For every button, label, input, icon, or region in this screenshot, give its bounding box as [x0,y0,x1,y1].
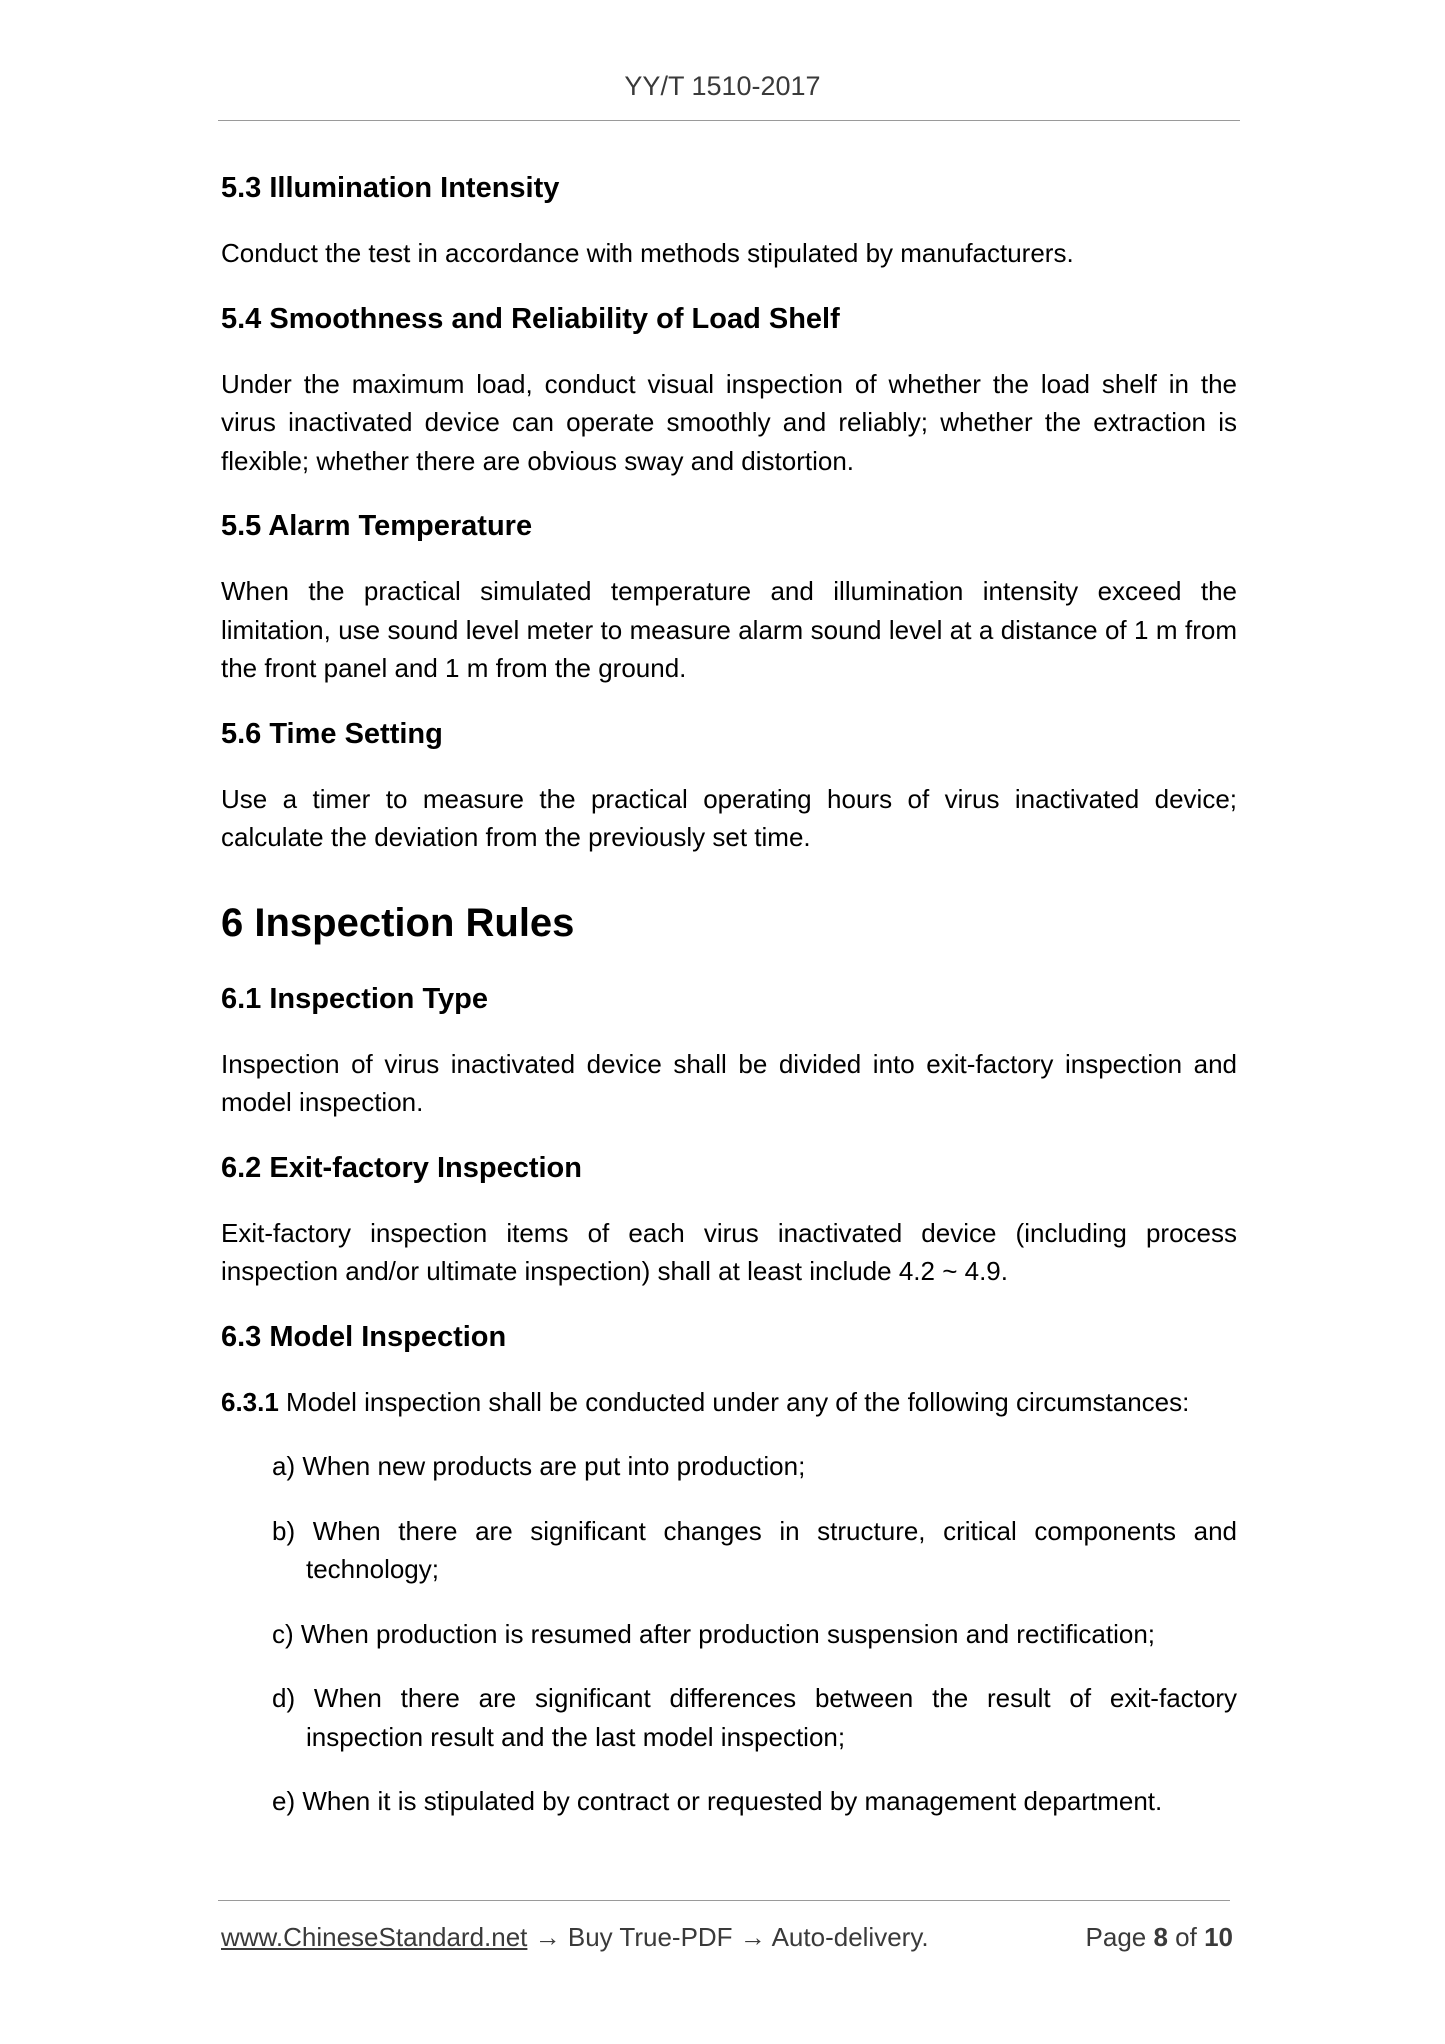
site-link[interactable]: www.ChineseStandard.net [221,1922,528,1952]
section-title-6-2: 6.2 Exit-factory Inspection [221,1151,582,1184]
page-label: Page [1085,1922,1154,1952]
page-total: 10 [1204,1922,1233,1952]
section-body-6-2: Exit-factory inspection items of each virus inactivated device (including process inspection and/or ultimate inspection) shall at least include 4.2 ~ 4.9. [221,1217,1237,1286]
section-body-6-1: Inspection of virus inactivated device shall be divided into exit-factory inspection and model inspection. [221,1048,1237,1117]
page-content [221,160,1237,1821]
list-item-e: e) When it is stipulated by contract or requested by management department. [272,1786,1163,1816]
document-code: YY/T 1510-2017 [624,71,821,101]
section-body-5-6: Use a timer to measure the practical operating hours of virus inactivated device; calculate the deviation from the previously set time. [221,783,1237,852]
section-title-5-6: 5.6 Time Setting [221,717,443,750]
list-item-c: c) When production is resumed after production suspension and rectification; [272,1618,1156,1649]
list-item-a: a) When new products are put into production; [272,1451,806,1481]
page-current: 8 [1153,1922,1168,1952]
page-indicator [1086,1920,1233,1954]
section-title-6-3: 6.3 Model Inspection [221,1320,507,1353]
page-footer [221,1920,1233,1954]
promo-buy-pdf: → Buy True-PDF [527,1922,740,1952]
section-title-5-4: 5.4 Smoothness and Reliability of Load Shelf [221,302,840,335]
section-title-5-5: 5.5 Alarm Temperature [221,510,533,542]
footer-divider [218,1900,1230,1901]
clause-number: 6.3.1 [221,1386,279,1417]
chapter-title-6: 6 Inspection Rules [221,900,575,945]
section-body-5-4: Under the maximum load, conduct visual inspection of whether the load shelf in the virus inactivated device can operate smoothly and reliably; whether the extraction is flexible; whether there are obvious sway and distortion. [221,368,1237,476]
header-divider [218,120,1240,121]
section-body-5-5: When the practical simulated temperature and illumination intensity exceed the limitation, use sound level meter to measure alarm sound level at a distance of 1 m from the front panel and 1 m from the ground. [221,576,1237,683]
promo-auto-delivery: → Auto-delivery. [739,1922,929,1952]
section-title-6-1: 6.1 Inspection Type [221,982,488,1015]
list-item-d: d) When there are significant differences between the result of exit-factory inspection result and the last model inspection; [272,1683,1237,1752]
section-title-5-3: 5.3 Illumination Intensity [221,172,560,204]
section-body-5-3: Conduct the test in accordance with methods stipulated by manufacturers. [221,238,1074,268]
clause-6-3-1 [221,1383,1237,1422]
page-of: of [1167,1922,1205,1952]
list-item-b: b) When there are significant changes in structure, critical components and technology; [272,1515,1237,1584]
clause-text: Model inspection shall be conducted under any of the following circumstances: [278,1386,1190,1417]
